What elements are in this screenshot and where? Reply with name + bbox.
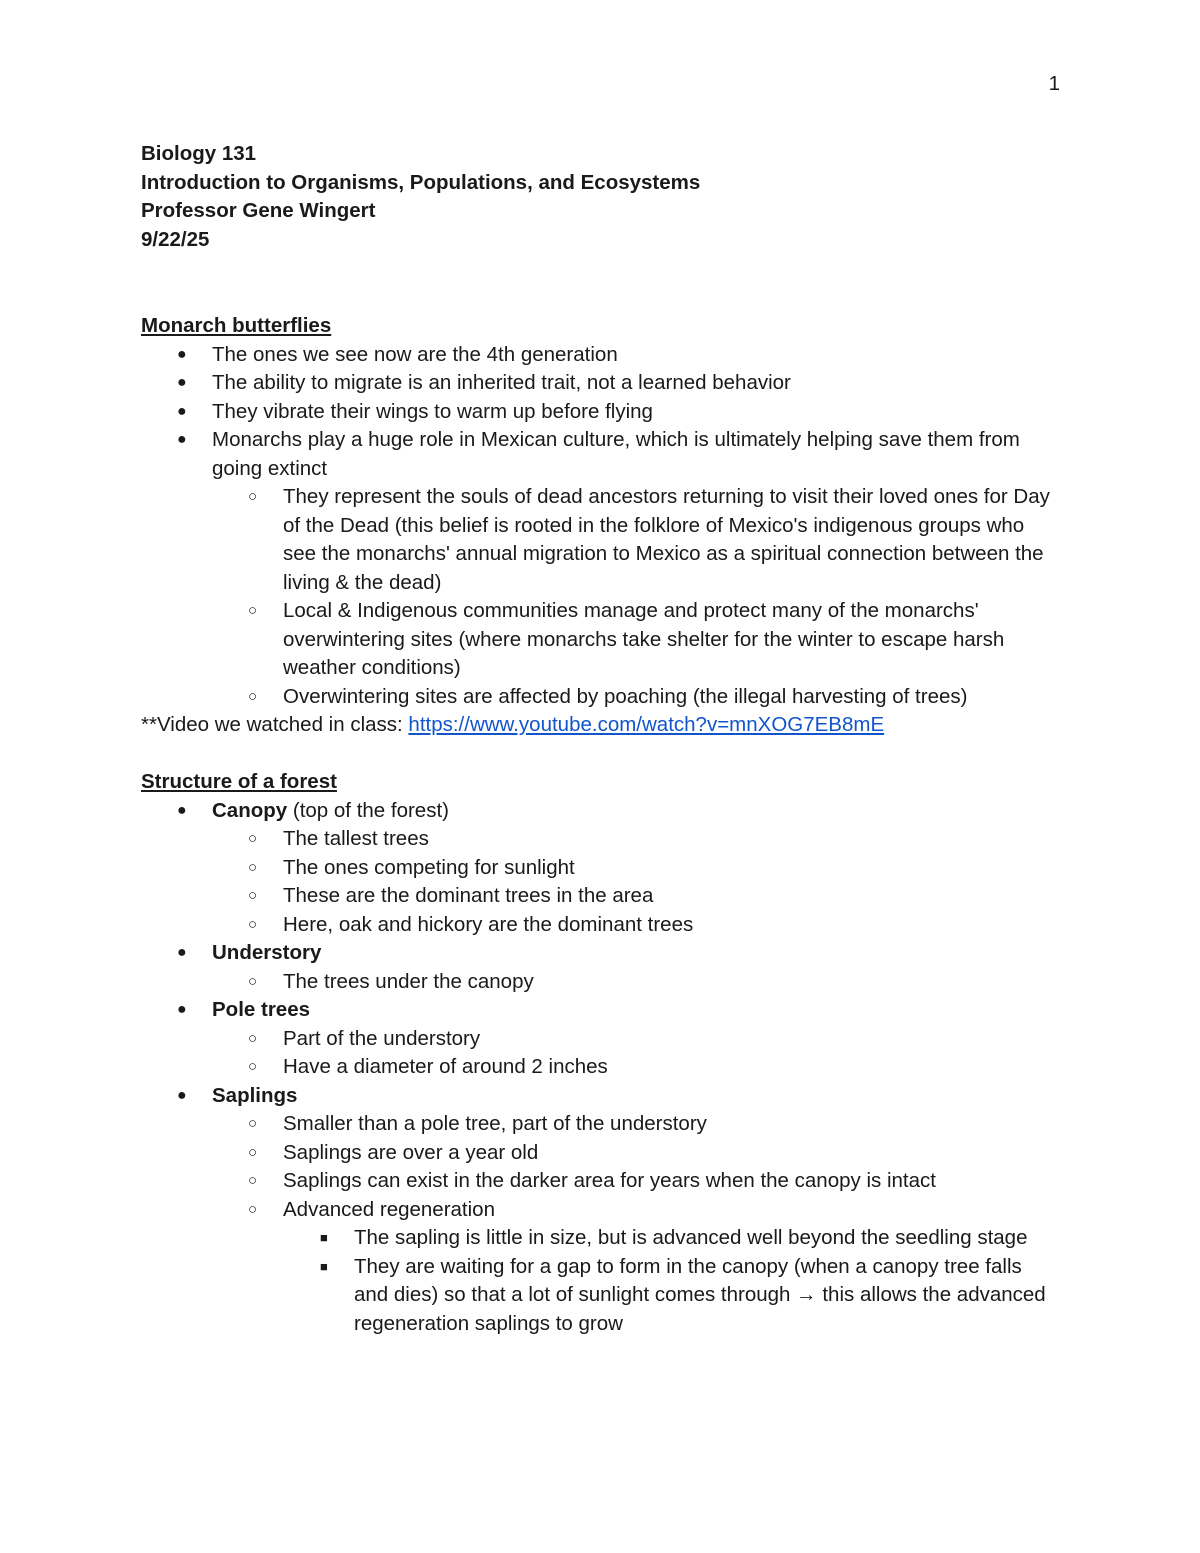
sub-list-item: ○ They represent the souls of dead ancestors returning to visit their loved ones for Day of the Dead (this belief is rooted in the folklore of Mexico's indigenous groups who see the monarchs' annual migration to Mexico as a spiritual connection between the living & the dead) — [248, 485, 1050, 594]
video-link[interactable]: https://www.youtube.com/watch?v=mnXOG7EB8mE — [408, 713, 885, 736]
sub-list-item: ○ Here, oak and hickory are the dominant trees — [212, 911, 1061, 940]
forest-section — [141, 768, 1061, 1338]
list-item-understory: ● Understory ○ The trees under the canopy — [141, 939, 1061, 996]
forest-list — [141, 797, 1061, 1339]
hollow-bullet-icon: ○ — [248, 915, 258, 933]
sub-list-item: ○ Saplings are over a year old — [212, 1139, 1061, 1168]
hollow-bullet-icon: ○ — [248, 1200, 258, 1218]
sub-sub-list-item: ■ They are waiting for a gap to form in the canopy (when a canopy tree falls and dies) so that a lot of sunlight comes through → this allows the advanced regeneration saplings to grow — [320, 1254, 1046, 1335]
sub-list — [212, 1110, 1061, 1338]
course-subtitle: Introduction to Organisms, Populations, and Ecosystems — [141, 170, 701, 194]
hollow-bullet-icon: ○ — [248, 602, 258, 619]
hollow-bullet-icon: ○ — [248, 1058, 258, 1075]
sub-list-item: ○ Advanced regeneration ■ The sapling is little in size, but is advanced well beyond the seedling stage ■ They are waiting for a gap to form in the canopy (when a canopy tree falls and dies) so that a lot of sunlight comes through → this allows the advanced regeneration saplings to grow — [212, 1196, 1061, 1339]
square-bullet-icon: ■ — [320, 1230, 328, 1245]
bullet-icon: ● — [177, 345, 187, 363]
sub-list — [212, 483, 1061, 711]
list-item-saplings: ● Saplings ○ Smaller than a pole tree, part of the understory ○ Saplings are over a year old ○ Saplings can exist in the darker area for years when the canopy is intact ○ Advanced regeneration ■ The sapling is little in size, but is advanced well beyond the seedling stage ■ They are waiting for a gap to form in the canopy (when a canopy tree falls and dies) so that a lot of sunlight comes through → this allows the advanced regeneration saplings to grow — [141, 1082, 1061, 1339]
hollow-bullet-icon: ○ — [248, 488, 258, 505]
lecture-date: 9/22/25 — [141, 227, 210, 251]
course-title: Biology 131 — [141, 142, 257, 165]
list-item: ● The ability to migrate is an inherited trait, not a learned behavior — [141, 369, 1061, 398]
section-heading: Monarch butterflies — [141, 314, 332, 337]
sub-list-item: ○ Overwintering sites are affected by poaching (the illegal harvesting of trees) — [212, 683, 1061, 712]
bullet-icon: ● — [177, 1001, 187, 1018]
professor-name: Professor Gene Wingert — [141, 199, 376, 222]
sub-list — [212, 1025, 1061, 1082]
hollow-bullet-icon: ○ — [248, 830, 258, 847]
sub-sub-list — [283, 1224, 1061, 1338]
sub-list-item: ○ The tallest trees — [212, 825, 1061, 854]
sub-sub-list-item: ■ The sapling is little in size, but is advanced well beyond the seedling stage — [283, 1224, 1061, 1253]
document-body — [141, 312, 1061, 1338]
bullet-icon: ● — [177, 431, 187, 448]
sub-list — [212, 968, 1061, 997]
hollow-bullet-icon: ○ — [248, 1115, 258, 1132]
sub-list-item: ○ Local & Indigenous communities manage and protect many of the monarchs' overwintering sites (where monarchs take shelter for the winter to escape harsh weather conditions) — [248, 599, 1005, 679]
list-item: ● The ones we see now are the 4th generation — [141, 341, 1061, 370]
monarch-list — [141, 341, 1061, 712]
list-item: ● Monarchs play a huge role in Mexican culture, which is ultimately helping save them from going extinct ○ They represent the souls of dead ancestors returning to visit their loved ones for Day of the Dead (this belief is rooted in the folklore of Mexico's indigenous groups who see the monarchs' annual migration to Mexico as a spiritual connection between the living & the dead) ○ Local & Indigenous communities manage and protect many of the monarchs' overwintering sites (where monarchs take shelter for the winter to escape harsh weather conditions) ○ Overwintering sites are affected by poaching (the illegal harvesting of trees) — [141, 426, 1061, 711]
hollow-bullet-icon: ○ — [248, 1029, 258, 1047]
hollow-bullet-icon: ○ — [248, 972, 258, 990]
hollow-bullet-icon: ○ — [248, 1172, 258, 1189]
video-note-label: **Video we watched in class: — [141, 713, 409, 736]
document-header — [141, 140, 700, 254]
section-heading: Structure of a forest — [141, 770, 337, 793]
bullet-icon: ● — [177, 374, 187, 391]
list-item: ● They vibrate their wings to warm up before flying — [141, 398, 1061, 427]
video-note — [141, 711, 1061, 740]
bullet-icon: ● — [177, 801, 187, 819]
spacer — [141, 740, 1061, 769]
hollow-bullet-icon: ○ — [248, 1143, 258, 1161]
monarch-section — [141, 312, 1061, 740]
sub-list-item: ○ The ones competing for sunlight — [212, 854, 1061, 883]
sub-list-item: ○ Part of the understory — [212, 1025, 1061, 1054]
sub-list — [212, 825, 1061, 939]
bullet-icon: ● — [177, 944, 187, 961]
page-number: 1 — [1048, 72, 1060, 95]
sub-list-item: ○ Have a diameter of around 2 inches — [212, 1053, 1061, 1082]
bullet-icon: ● — [177, 1086, 187, 1104]
bullet-icon: ● — [177, 402, 187, 420]
hollow-bullet-icon: ○ — [248, 687, 258, 705]
sub-list-item: ○ The trees under the canopy — [212, 968, 1061, 997]
sub-list-item: ○ Smaller than a pole tree, part of the understory — [212, 1110, 1061, 1139]
square-bullet-icon: ■ — [320, 1258, 328, 1274]
list-item-canopy: ● Canopy (top of the forest) ○ The tallest trees ○ The ones competing for sunlight ○ These are the dominant trees in the area ○ Here, oak and hickory are the dominant trees — [141, 797, 1061, 940]
hollow-bullet-icon: ○ — [248, 858, 258, 876]
sub-list-item: ○ Saplings can exist in the darker area for years when the canopy is intact — [212, 1167, 1061, 1196]
list-item-pole-trees: ● Pole trees ○ Part of the understory ○ Have a diameter of around 2 inches — [141, 996, 1061, 1082]
hollow-bullet-icon: ○ — [248, 887, 258, 904]
sub-list-item: ○ These are the dominant trees in the area — [212, 882, 1061, 911]
